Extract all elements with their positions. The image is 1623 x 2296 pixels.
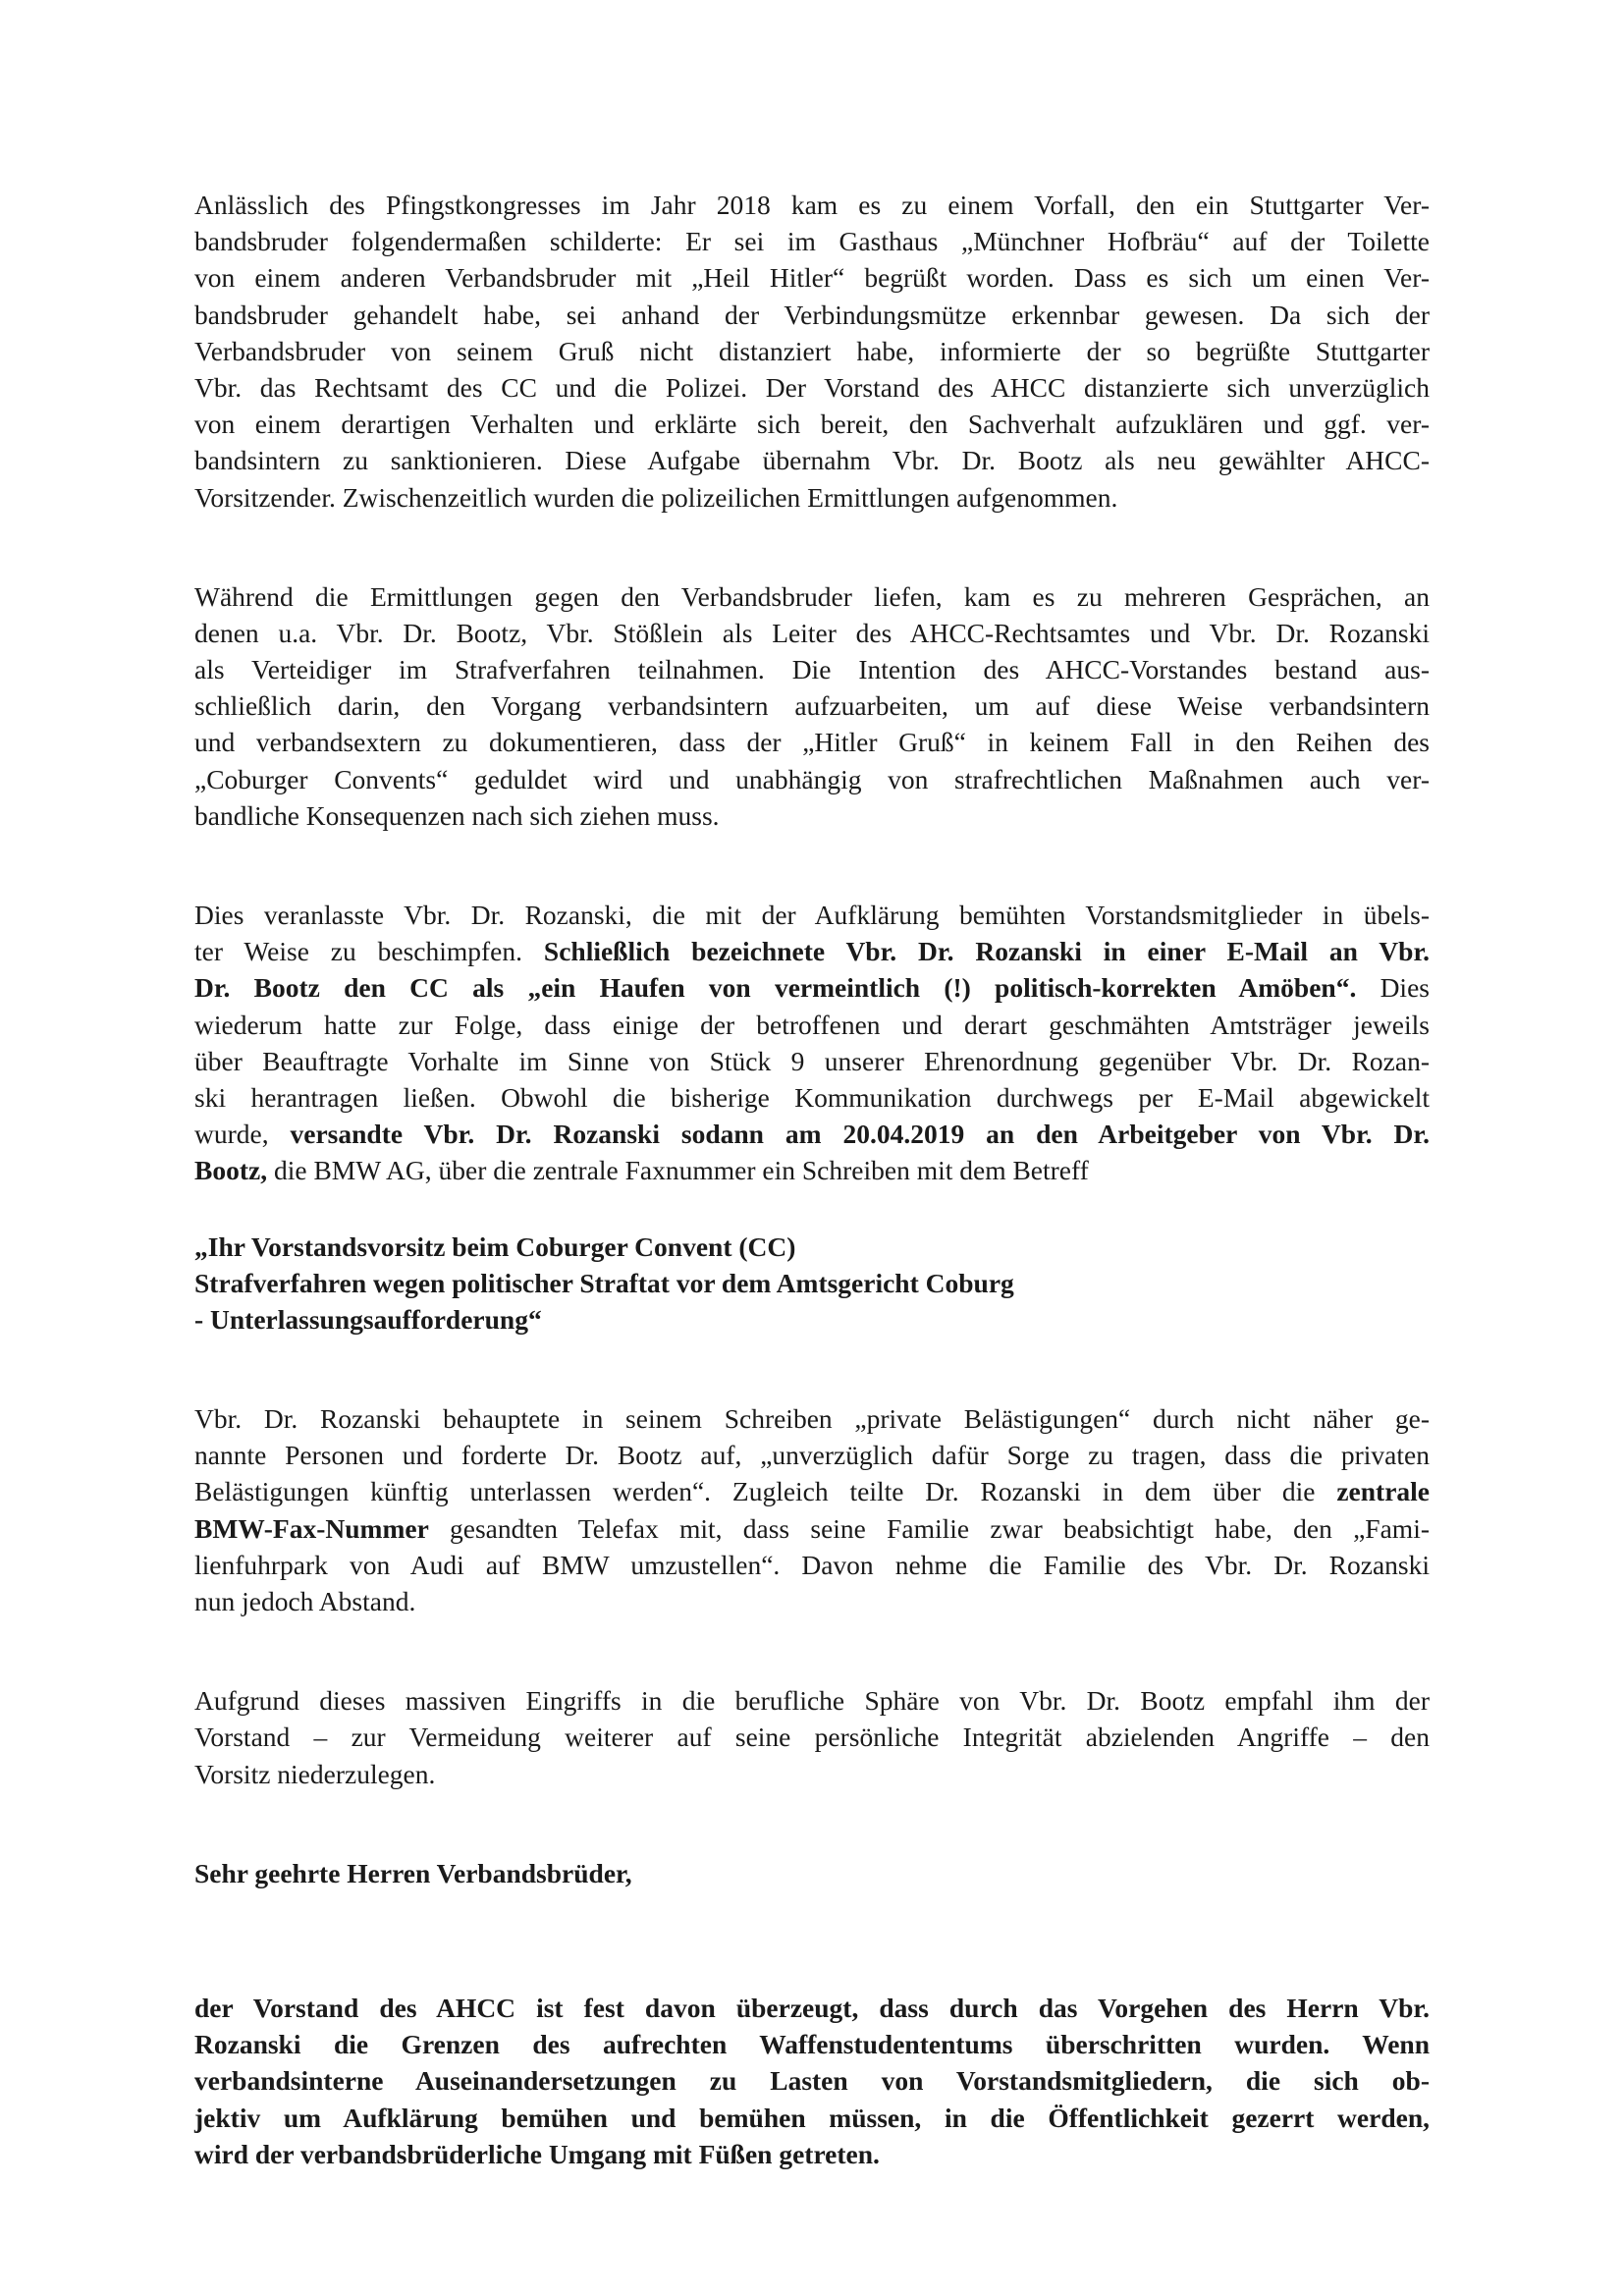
spacer	[194, 516, 1430, 578]
bold-text: Bootz,	[194, 1155, 268, 1186]
text: Vorsitzender. Zwischenzeitlich wurden die polizeilichen Ermittlungen aufgenommen.	[194, 481, 1118, 513]
text-line	[194, 2026, 1430, 2062]
text: bandsbruder gehandelt habe, sei anhand der Verbindungsmütze erkennbar gewesen. Da sich der	[194, 299, 1430, 330]
text: Vbr. Dr. Rozanski behauptete in seinem Schreiben „private Belästigungen“ durch nicht näher ge-	[194, 1403, 1430, 1435]
text-line	[194, 761, 1430, 797]
text-line	[194, 797, 1430, 834]
document-page	[194, 187, 1430, 2172]
bold-text: verbandsinterne Auseinandersetzungen zu Lasten von Vorstandsmitgliedern, die sich ob-	[194, 2065, 1430, 2097]
paragraph-investigation	[194, 578, 1430, 834]
text-line	[194, 651, 1430, 687]
bold-text: Rozanski die Grenzen des aufrechten Waffenstudententums überschritten wurden. Wenn	[194, 2029, 1430, 2060]
text: schließlich darin, den Vorgang verbandsintern aufzuarbeiten, um auf diese Weise verbandsintern	[194, 690, 1430, 722]
bold-text: der Vorstand des AHCC ist fest davon überzeugt, dass durch das Vorgehen des Herrn Vbr.	[194, 1992, 1430, 2023]
text-line	[194, 2100, 1430, 2136]
text: „Coburger Convents“ geduldet wird und unabhängig von strafrechtlichen Maßnahmen auch ver-	[194, 763, 1430, 794]
text: Aufgrund dieses massiven Eingriffs in die berufliche Sphäre von Vbr. Dr. Bootz empfahl ihm der	[194, 1685, 1430, 1717]
spacer	[194, 1792, 1430, 1855]
bold-text: zentrale	[1336, 1476, 1430, 1507]
text-line	[194, 1152, 1430, 1188]
text: ter Weise zu beschimpfen.	[194, 936, 544, 967]
text-line	[194, 442, 1430, 478]
spacer	[194, 1189, 1430, 1229]
text-line	[194, 1855, 1430, 1891]
text-line	[194, 223, 1430, 259]
text-line	[194, 406, 1430, 442]
text: bandsbruder folgendermaßen schilderte: Er sei im Gasthaus „Münchner Hofbräu“ auf der Toilette	[194, 226, 1430, 257]
spacer	[194, 1338, 1430, 1400]
text: Während die Ermittlungen gegen den Verbandsbruder liefen, kam es zu mehreren Gesprächen, an	[194, 580, 1430, 612]
text: ski herantragen ließen. Obwohl die bisherige Kommunikation durchwegs per E-Mail abgewickelt	[194, 1081, 1430, 1113]
paragraph-incident	[194, 187, 1430, 516]
text: Vorstand – zur Vermeidung weiterer auf seine persönliche Integrität abzielenden Angriffe – den	[194, 1722, 1430, 1753]
text: bandsintern zu sanktionieren. Diese Aufgabe übernahm Vbr. Dr. Bootz als neu gewählter AHCC-	[194, 445, 1430, 476]
salutation	[194, 1855, 1430, 1891]
text: Verbandsbruder von seinem Gruß nicht distanziert habe, informierte der so begrüßte Stuttgarter	[194, 335, 1430, 366]
bold-text: BMW-Fax-Nummer	[194, 1512, 429, 1544]
text-line	[194, 1756, 1430, 1792]
text-line	[194, 1682, 1430, 1719]
text-line	[194, 897, 1430, 933]
bold-text: Sehr geehrte Herren Verbandsbrüder,	[194, 1857, 632, 1888]
text-line	[194, 1265, 1430, 1301]
bold-text: jektiv um Aufklärung bemühen und bemühen müssen, in die Öffentlichkeit gezerrt werden,	[194, 2102, 1430, 2133]
bold-text: Strafverfahren wegen politischer Straftat vor dem Amtsgericht Coburg	[194, 1267, 1014, 1298]
text-line	[194, 1583, 1430, 1619]
text-line	[194, 1007, 1430, 1043]
bold-text: wird der verbandsbrüderliche Umgang mit Füßen getreten.	[194, 2138, 880, 2169]
text-line	[194, 333, 1430, 369]
spacer	[194, 1619, 1430, 1682]
text-line	[194, 724, 1430, 760]
text: Dies	[1356, 972, 1430, 1004]
text-line	[194, 933, 1430, 969]
text-line	[194, 615, 1430, 651]
text-line	[194, 1229, 1430, 1265]
text: bandliche Konsequenzen nach sich ziehen muss.	[194, 799, 720, 831]
text: von einem anderen Verbandsbruder mit „Heil Hitler“ begrüßt worden. Dass es sich um einen Ver-	[194, 262, 1430, 294]
text: gesandten Telefax mit, dass seine Familie zwar beabsichtigt habe, den „Fami-	[428, 1512, 1430, 1544]
text-line	[194, 187, 1430, 223]
text: die BMW AG, über die zentrale Faxnummer ein Schreiben mit dem Betreff	[267, 1155, 1089, 1186]
text-line	[194, 1301, 1430, 1338]
bold-text: - Unterlassungsaufforderung“	[194, 1303, 542, 1335]
text: und verbandsextern zu dokumentieren, dass der „Hitler Gruß“ in keinem Fall in den Reihen des	[194, 727, 1430, 758]
bold-text: „Ihr Vorstandsvorsitz beim Coburger Convent (CC)	[194, 1230, 796, 1262]
text-line	[194, 1400, 1430, 1437]
text: Vorsitz niederzulegen.	[194, 1758, 436, 1789]
text-line	[194, 1116, 1430, 1152]
text: Vbr. das Rechtsamt des CC und die Polizei. Der Vorstand des AHCC distanzierte sich unverzüglich	[194, 371, 1430, 403]
text-line	[194, 259, 1430, 296]
text-line	[194, 1079, 1430, 1116]
text-line	[194, 1043, 1430, 1079]
fax-subject-block	[194, 1229, 1430, 1339]
paragraph-insult-and-fax	[194, 897, 1430, 1189]
text: über Beauftragte Vorhalte im Sinne von Stück 9 unserer Ehrenordnung gegenüber Vbr. Dr. Rozan-	[194, 1045, 1430, 1076]
text: von einem derartigen Verhalten und erklärte sich bereit, den Sachverhalt aufzuklären und ggf. ver-	[194, 409, 1430, 440]
text: als Verteidiger im Strafverfahren teilnahmen. Die Intention des AHCC-Vorstandes bestand aus-	[194, 654, 1430, 685]
text-line	[194, 369, 1430, 406]
spacer	[194, 834, 1430, 897]
text: lienfuhrpark von Audi auf BMW umzustellen“. Davon nehme die Familie des Vbr. Dr. Rozanski	[194, 1549, 1430, 1580]
bold-text: versandte Vbr. Dr. Rozanski sodann am 20.04.2019 an den Arbeitgeber von Vbr. Dr.	[290, 1119, 1430, 1150]
paragraph-resignation	[194, 1682, 1430, 1792]
text-line	[194, 687, 1430, 724]
text-line	[194, 2136, 1430, 2172]
text-line	[194, 1547, 1430, 1583]
text-line	[194, 1510, 1430, 1547]
text-line	[194, 479, 1430, 516]
text-line	[194, 2062, 1430, 2099]
text-line	[194, 1719, 1430, 1755]
text-line	[194, 969, 1430, 1006]
text-line	[194, 1473, 1430, 1509]
paragraph-board-statement	[194, 1990, 1430, 2172]
text: denen u.a. Vbr. Dr. Bootz, Vbr. Stößlein als Leiter des AHCC-Rechtsamtes und Vbr. Dr. Rozanski	[194, 617, 1430, 648]
paragraph-fax-content	[194, 1400, 1430, 1619]
spacer	[194, 1891, 1430, 1990]
bold-text: Dr. Bootz den CC als „ein Haufen von vermeintlich (!) politisch-korrekten Amöben“.	[194, 972, 1357, 1004]
bold-text: Schließlich bezeichnete Vbr. Dr. Rozanski in einer E-Mail an Vbr.	[543, 936, 1430, 967]
text: Anlässlich des Pfingstkongresses im Jahr 2018 kam es zu einem Vorfall, den ein Stuttgarter Ver-	[194, 190, 1430, 220]
text: wurde,	[194, 1119, 291, 1150]
text-line	[194, 578, 1430, 615]
text: wiederum hatte zur Folge, dass einige der betroffenen und derart geschmähten Amtsträger jeweils	[194, 1009, 1430, 1040]
text: Dies veranlasste Vbr. Dr. Rozanski, die mit der Aufklärung bemühten Vorstandsmitglieder in übels-	[194, 900, 1430, 930]
text: nannte Personen und forderte Dr. Bootz auf, „unverzüglich dafür Sorge zu tragen, dass die privaten	[194, 1440, 1430, 1471]
text-line	[194, 1990, 1430, 2026]
text: Belästigungen künftig unterlassen werden“. Zugleich teilte Dr. Rozanski in dem über die	[194, 1476, 1337, 1507]
text-line	[194, 297, 1430, 333]
text: nun jedoch Abstand.	[194, 1586, 416, 1616]
text-line	[194, 1437, 1430, 1473]
